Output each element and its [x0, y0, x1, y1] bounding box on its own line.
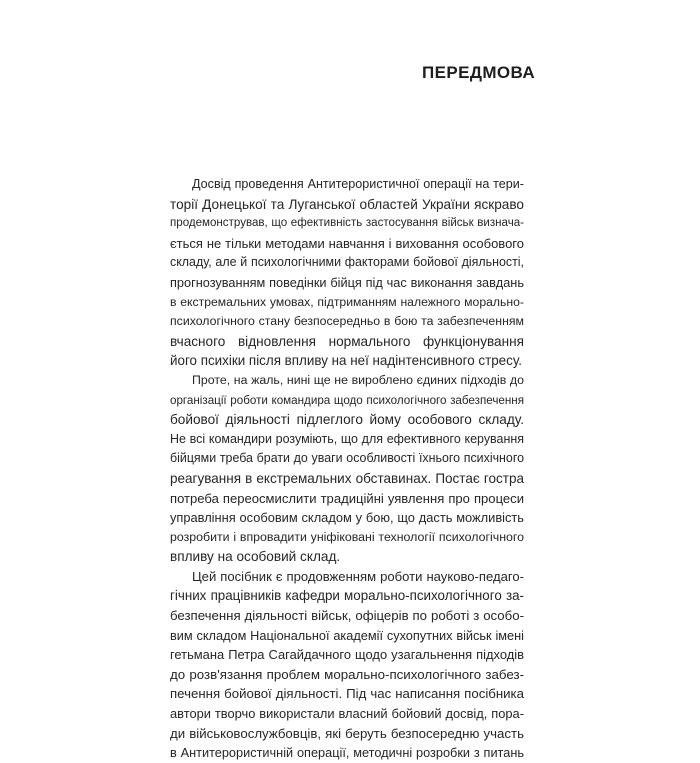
paragraph-3: [170, 567, 524, 763]
text-line: безпечення діяльності військ, офіцерів по роботі з особо-: [170, 608, 524, 624]
text-line: бойової діяльності підлеглого йому особового складу.: [170, 412, 524, 428]
text-line: вчасного відновлення нормального функціонування: [170, 333, 524, 349]
paragraph-1: [170, 175, 524, 371]
text-line: розробити і впровадити уніфіковані технології психологічного: [170, 529, 524, 544]
text-line: бійцями треба брати до уваги особливості їхнього психічного: [170, 451, 524, 466]
text-line: прогнозуванням поведінки бійця під час виконання завдань: [170, 274, 524, 290]
text-line: Цей посібник є продовженням роботи науково-педаго-: [192, 568, 524, 584]
text-line: ди військовослужбовців, які беруть безпосередню участь: [170, 725, 524, 741]
text-line: організації роботи командира щодо психологічного забезпечення: [170, 393, 524, 407]
page-title: ПЕРЕДМОВА: [422, 63, 536, 82]
text-line: ється не тільки методами навчання і виховання особового: [170, 235, 524, 251]
text-line: торії Донецької та Луганської областей України яскраво: [170, 196, 524, 212]
text-line: продемонстрував, що ефективність застосування військ визнача-: [170, 217, 524, 230]
text-line: реагування в екстремальних обставинах. Постає гостра: [170, 470, 524, 486]
text-line: гічних працівників кафедри морально-психологічного за-: [170, 588, 524, 604]
text-line: гетьмана Петра Сагайдачного щодо узагальнення підходів: [170, 647, 524, 663]
text-line: потреба переосмислити традиційні уявлення про процеси: [170, 490, 524, 506]
text-line: печення бойової діяльності. Під час написання посібника: [170, 686, 524, 702]
text-line: складу, але й психологічними факторами бойової діяльності,: [170, 255, 524, 270]
text-line: до розв'язання проблем морально-психологічного забез-: [170, 666, 524, 682]
text-line: в Антитерористичній операції, методичні розробки з питань: [170, 745, 524, 761]
text-line: психологічного стану безпосередньо в бою та забезпеченням: [170, 314, 524, 329]
text-line: автори творчо використали власний бойовий досвід, пора-: [170, 706, 524, 722]
text-line: Не всі командири розуміють, що для ефективного керування: [170, 431, 524, 446]
text-line: Досвід проведення Антитерористичної операції на тери-: [192, 177, 524, 191]
text-line: впливу на особовий склад.: [170, 549, 341, 565]
text-line: в екстремальних умовах, підтриманням належного морально-: [170, 294, 524, 309]
text-line: управління особовим складом у бою, що дасть можливість: [170, 510, 524, 526]
text-line: його психіки після впливу на неї надінтенсивного стресу.: [170, 353, 522, 369]
paragraph-2: [170, 371, 524, 567]
text-line: вим складом Національної академії сухопутних військ імені: [170, 627, 524, 643]
text-line: Проте, на жаль, нині ще не вироблено єдиних підходів до: [192, 372, 524, 387]
body-text: [170, 175, 524, 763]
